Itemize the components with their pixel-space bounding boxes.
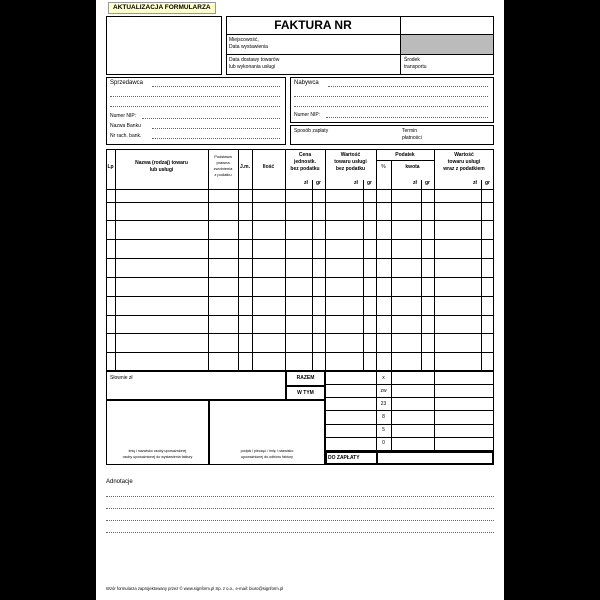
- price-gr: gr: [316, 180, 321, 186]
- tax-zl: zł: [413, 180, 417, 186]
- gross-gr: gr: [485, 180, 490, 186]
- rate-zw: zw: [380, 388, 387, 394]
- col-name-header: Nazwa (rodzaj) towaru: [135, 160, 188, 166]
- col-price-header-2: jednostk.: [294, 159, 316, 165]
- col-basis-header-4: z podatku: [214, 172, 232, 177]
- payment-term-label: Termin: [402, 128, 418, 134]
- col-basis-header: Podstawa: [214, 154, 232, 159]
- items-table: [106, 149, 494, 371]
- payment-term-label-2: płatności: [402, 135, 422, 141]
- col-unit-header: J.m.: [239, 164, 250, 170]
- rate-23: 23: [380, 401, 387, 407]
- col-price-header: Cena: [298, 152, 312, 158]
- invoice-number-field[interactable]: [401, 35, 493, 54]
- col-price-header-3: bez podatku: [290, 166, 320, 172]
- rate-5: 5: [382, 427, 385, 433]
- payment-method-label: Sposób zapłaty: [294, 128, 329, 134]
- transport-label-2: transportu: [404, 64, 427, 70]
- col-net-header-3: bez podatku: [335, 166, 366, 172]
- annotations-label: Adnotacje: [106, 479, 133, 485]
- rate-0: 0: [382, 440, 385, 446]
- seller-label: Sprzedawca: [110, 80, 144, 86]
- to-pay-label: DO ZAPŁATY: [328, 455, 360, 461]
- col-basis-header-2: prawna: [216, 160, 230, 165]
- price-zl: zł: [304, 180, 308, 186]
- seller-stamp-box: [106, 16, 222, 75]
- col-name-header-2: lub usługi: [149, 167, 174, 173]
- col-basis-header-3: zwolnienia: [213, 166, 233, 171]
- col-gross-header: Wartość: [454, 152, 474, 158]
- transport-label: Środek: [404, 57, 420, 63]
- col-tax-amount-header: kwota: [405, 164, 420, 170]
- tax-gr: gr: [425, 180, 430, 186]
- delivery-date-label-2: lub wykonania usługi: [229, 64, 276, 70]
- place-label: Miejscowość,: [229, 37, 259, 43]
- seller-account-label: Nr rach. bank.: [110, 133, 142, 139]
- annotation-line[interactable]: [106, 520, 494, 521]
- annotation-line[interactable]: [106, 532, 494, 533]
- amount-in-words-field[interactable]: [106, 371, 286, 400]
- issuer-signature-caption-2: osoby upoważnionej do wystawienia faktury: [122, 455, 193, 459]
- footer-credit: Wzór formularza zaprojektowany przez © www.signform.pl Sp. z o.o., e-mail: biuro@signform.pl: [106, 586, 284, 591]
- update-form-badge[interactable]: AKTUALIZACJA FORMULARZA: [108, 2, 216, 14]
- receiver-signature-caption-2: upoważnionej do odbioru faktury: [241, 455, 293, 459]
- col-lp-header: Lp: [107, 164, 114, 170]
- seller-bank-label: Nazwa Banku: [110, 123, 141, 129]
- issue-date-label: Data wystawienia: [229, 44, 268, 50]
- col-tax-pct-header: %: [381, 164, 386, 170]
- vat-summary-grid: [325, 371, 494, 451]
- net-zl: zł: [354, 180, 358, 186]
- buyer-label: Nabywca: [294, 80, 319, 86]
- col-net-header: Wartość: [340, 152, 361, 158]
- col-gross-header-3: wraz z podatkiem: [443, 166, 485, 172]
- delivery-date-label: Data dostawy towarów: [229, 57, 280, 63]
- seller-nip-label: Numer NIP:: [110, 113, 137, 119]
- annotation-line[interactable]: [106, 496, 494, 497]
- buyer-nip-label: Numer NIP:: [294, 112, 321, 118]
- to-pay-field[interactable]: [378, 453, 492, 463]
- col-gross-header-2: towaru usługi: [447, 159, 481, 165]
- razem-label: RAZEM: [296, 375, 315, 381]
- invoice-title: FAKTURA NR: [274, 18, 352, 32]
- gross-zl: zł: [473, 180, 477, 186]
- col-qty-header: Ilość: [262, 164, 275, 170]
- col-tax-header: Podatek: [395, 152, 415, 158]
- issuer-signature-caption: imię i nazwisko osoby upoważnionej: [128, 449, 187, 453]
- rate-x: x: [382, 375, 385, 381]
- annotation-line[interactable]: [106, 508, 494, 509]
- amount-in-words-label: Słownie zł: [110, 375, 133, 381]
- w-tym-label: W TYM: [297, 390, 314, 396]
- net-gr: gr: [367, 180, 372, 186]
- receiver-signature-caption: podpis i pieczęć / imię i nazwisko: [240, 449, 294, 453]
- rate-8: 8: [382, 414, 385, 420]
- col-net-header-2: towaru usługi: [334, 159, 367, 165]
- invoice-page: [96, 0, 504, 600]
